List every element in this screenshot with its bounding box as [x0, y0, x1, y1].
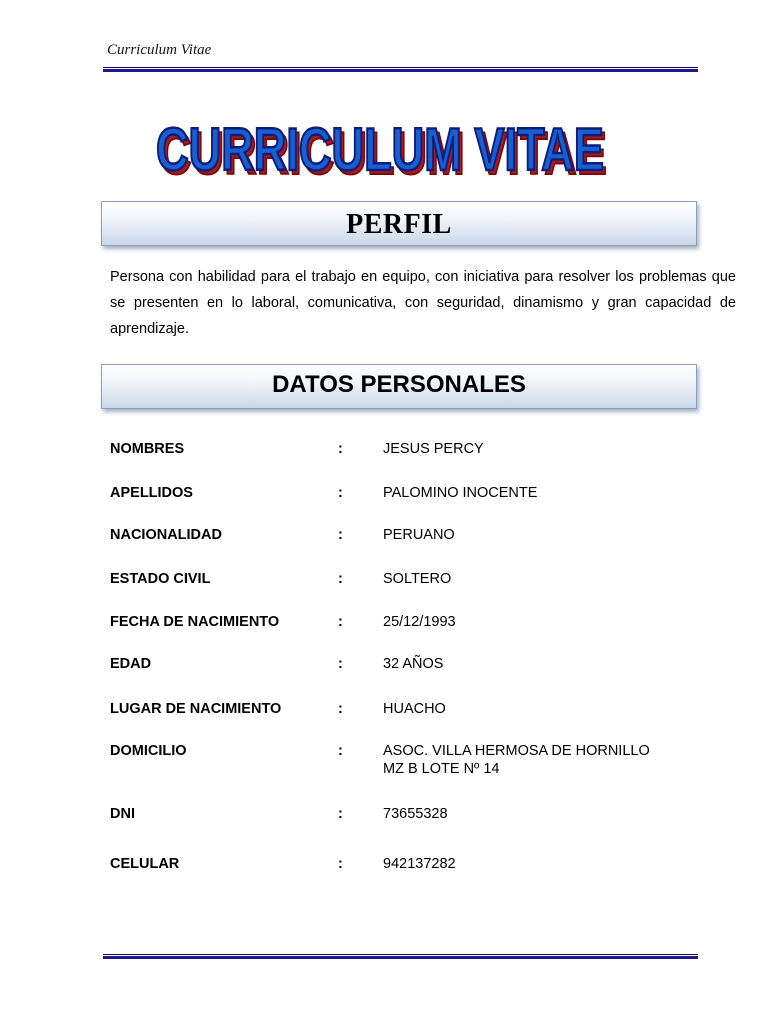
field-separator: :	[338, 441, 343, 457]
field-label: APELLIDOS	[110, 485, 193, 501]
header-rule	[103, 67, 698, 73]
field-label: CELULAR	[110, 856, 180, 872]
field-label: FECHA DE NACIMIENTO	[110, 614, 280, 630]
field-value: 73655328	[383, 806, 448, 822]
perfil-heading: PERFIL	[346, 209, 452, 240]
field-separator: :	[338, 701, 343, 717]
field-value: SOLTERO	[383, 571, 452, 587]
cv-title-shadow: CURRICULUM VITAE	[159, 120, 607, 178]
datos-personales-heading: DATOS PERSONALES	[272, 371, 526, 398]
field-label: DNI	[110, 806, 135, 822]
field-value: HUACHO	[383, 701, 446, 717]
field-separator: :	[338, 527, 343, 543]
field-separator: :	[338, 806, 343, 822]
field-value: 942137282	[383, 856, 456, 872]
field-value: PERUANO	[383, 527, 455, 543]
cv-title-text: CURRICULUM VITAE	[156, 116, 604, 178]
field-value: JESUS PERCY	[383, 441, 484, 457]
field-label: LUGAR DE NACIMIENTO	[110, 701, 282, 717]
field-label: NACIONALIDAD	[110, 527, 222, 543]
cv-title	[150, 104, 612, 178]
field-value: 32 AÑOS	[383, 656, 444, 672]
perfil-description: Persona con habilidad para el trabajo en equipo, con iniciativa para resolver los problemas que se presenten en lo laboral, comunicativa, con seguridad, dinamismo y gran capacidad de aprendizaje.	[110, 269, 736, 337]
field-separator: :	[338, 614, 343, 630]
field-separator: :	[338, 571, 343, 587]
field-value: PALOMINO INOCENTE	[383, 485, 538, 501]
running-header: Curriculum Vitae	[107, 42, 212, 58]
field-label: DOMICILIO	[110, 743, 187, 759]
field-separator: :	[338, 856, 343, 872]
perfil-banner	[101, 201, 697, 246]
field-value: ASOC. VILLA HERMOSA DE HORNILLO MZ B LOTE Nº 14	[383, 743, 650, 777]
field-separator: :	[338, 743, 343, 759]
field-value: 25/12/1993	[383, 614, 456, 630]
datos-personales-banner	[101, 364, 697, 409]
field-separator: :	[338, 485, 343, 501]
footer-rule	[103, 954, 698, 960]
field-separator: :	[338, 656, 343, 672]
field-label: EDAD	[110, 656, 152, 672]
field-label: ESTADO CIVIL	[110, 571, 211, 587]
field-label: NOMBRES	[110, 441, 185, 457]
